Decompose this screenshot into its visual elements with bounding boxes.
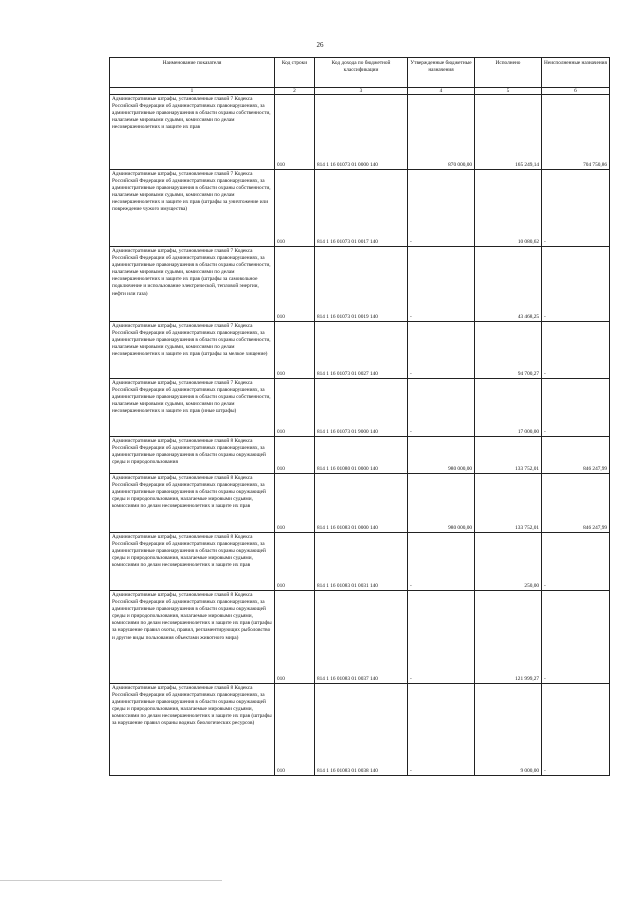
- column-index: 6: [542, 88, 610, 95]
- table-row: [110, 437, 610, 474]
- line-code-cell: 010: [275, 684, 315, 776]
- income-code-cell: 814 1 16 01073 01 0017 140: [315, 170, 408, 247]
- executed-amount-cell: 10 080,62: [475, 170, 542, 247]
- unexecuted-amount-cell: -: [542, 684, 610, 776]
- column-index-row: [110, 88, 610, 95]
- line-code-cell: 010: [275, 247, 315, 322]
- line-code-cell: 010: [275, 95, 315, 170]
- column-index: 4: [408, 88, 475, 95]
- executed-amount-cell: 17 000,00: [475, 379, 542, 437]
- approved-amount-cell: -: [408, 247, 475, 322]
- indicator-name-cell: Административные штрафы, установленные главой 7 Кодекса Российской Федерации об административных правонарушениях, за административные правонарушения в области охраны собственности, налагаемые мировыми судьями, комиссиями по делам несовершеннолетних и защите их прав (штрафы за уничтожение или повреждение чужого имущества): [110, 170, 275, 247]
- page-number: 26: [316, 41, 324, 49]
- column-header-line-code: Код строки: [275, 58, 315, 88]
- approved-amount-cell: 980 000,00: [408, 437, 475, 474]
- approved-amount-cell: 870 000,00: [408, 95, 475, 170]
- income-code-cell: 814 1 16 01083 01 0038 140: [315, 684, 408, 776]
- line-code-cell: 010: [275, 322, 315, 379]
- line-code-cell: 010: [275, 591, 315, 684]
- unexecuted-amount-cell: 846 247,99: [542, 474, 610, 533]
- income-code-cell: 814 1 16 01083 01 0000 140: [315, 474, 408, 533]
- table-row: [110, 533, 610, 591]
- executed-amount-cell: 94 700,27: [475, 322, 542, 379]
- table-row: [110, 591, 610, 684]
- executed-amount-cell: 133 752,01: [475, 474, 542, 533]
- income-code-cell: 814 1 16 01073 01 0019 140: [315, 247, 408, 322]
- indicator-name-cell: Административные штрафы, установленные главой 7 Кодекса Российской Федерации об административных правонарушениях, за административные правонарушения в области охраны собственности, налагаемые мировыми судьями, комиссиями по делам несовершеннолетних и защите их прав (иные штрафы): [110, 379, 275, 437]
- approved-amount-cell: -: [408, 379, 475, 437]
- income-code-cell: 814 1 16 01083 01 0031 140: [315, 533, 408, 591]
- unexecuted-amount-cell: -: [542, 533, 610, 591]
- unexecuted-amount-cell: -: [542, 591, 610, 684]
- executed-amount-cell: 43 468,25: [475, 247, 542, 322]
- indicator-name-cell: Административные штрафы, установленные главой 7 Кодекса Российской Федерации об административных правонарушениях, за административные правонарушения в области охраны собственности, налагаемые мировыми судьями, комиссиями по делам несовершеннолетних и защите их прав: [110, 95, 275, 170]
- line-code-cell: 010: [275, 379, 315, 437]
- table-row: [110, 379, 610, 437]
- table-header-row: [110, 58, 610, 88]
- income-code-cell: 814 1 16 01083 01 0037 140: [315, 591, 408, 684]
- approved-amount-cell: -: [408, 591, 475, 684]
- unexecuted-amount-cell: -: [542, 247, 610, 322]
- unexecuted-amount-cell: 846 247,99: [542, 437, 610, 474]
- column-index: 5: [475, 88, 542, 95]
- executed-amount-cell: 9 000,00: [475, 684, 542, 776]
- column-index: 2: [275, 88, 315, 95]
- indicator-name-cell: Административные штрафы, установленные главой 8 Кодекса Российской Федерации об административных правонарушениях, за административные правонарушения в области охраны окружающей среды и природопользования, налагаемые мировыми судьями, комиссиями по делам несовершеннолетних и защите их прав: [110, 533, 275, 591]
- budget-execution-table: [109, 57, 610, 776]
- indicator-name-cell: Административные штрафы, установленные главой 8 Кодекса Российской Федерации об административных правонарушениях, за административные правонарушения в области охраны окружающей среды и природопользования, налагаемые мировыми судьями, комиссиями по делам несовершеннолетних и защите их прав: [110, 474, 275, 533]
- column-header-name: Наименование показателя: [110, 58, 275, 88]
- column-header-unexecuted: Неисполненные назначения: [542, 58, 610, 88]
- column-header-income-code: Код дохода по бюджетной классификации: [315, 58, 408, 88]
- line-code-cell: 010: [275, 533, 315, 591]
- indicator-name-cell: Административные штрафы, установленные главой 7 Кодекса Российской Федерации об административных правонарушениях, за административные правонарушения в области охраны собственности, налагаемые мировыми судьями, комиссиями по делам несовершеннолетних и защите их прав (штрафы за мелкое хищение): [110, 322, 275, 379]
- table-row: [110, 684, 610, 776]
- column-header-approved: Утвержденные бюджетные назначения: [408, 58, 475, 88]
- line-code-cell: 010: [275, 170, 315, 247]
- indicator-name-cell: Административные штрафы, установленные главой 7 Кодекса Российской Федерации об административных правонарушениях, за административные правонарушения в области охраны собственности, налагаемые мировыми судьями, комиссиями по делам несовершеннолетних и защите их прав (штрафы за самовольное подключение и использование электрической, тепловой энергии, нефти или газа): [110, 247, 275, 322]
- unexecuted-amount-cell: 704 750,86: [542, 95, 610, 170]
- column-index: 1: [110, 88, 275, 95]
- approved-amount-cell: 980 000,00: [408, 474, 475, 533]
- line-code-cell: 010: [275, 474, 315, 533]
- indicator-name-cell: Административные штрафы, установленные главой 8 Кодекса Российской Федерации об административных правонарушениях, за административные правонарушения в области охраны окружающей среды и природопользования: [110, 437, 275, 474]
- table-row: [110, 474, 610, 533]
- income-code-cell: 814 1 16 01073 01 9000 140: [315, 379, 408, 437]
- income-code-cell: 814 1 16 01073 01 0000 140: [315, 95, 408, 170]
- executed-amount-cell: 133 752,01: [475, 437, 542, 474]
- indicator-name-cell: Административные штрафы, установленные главой 8 Кодекса Российской Федерации об административных правонарушениях, за административные правонарушения в области охраны окружающей среды и природопользования, налагаемые мировыми судьями, комиссиями по делам несовершеннолетних и защите их прав (штрафы за нарушение правил охоты, правил, регламентирующих рыболовство и другие виды пользования объектами животного мира): [110, 591, 275, 684]
- unexecuted-amount-cell: -: [542, 170, 610, 247]
- unexecuted-amount-cell: -: [542, 322, 610, 379]
- column-index: 3: [315, 88, 408, 95]
- indicator-name-cell: Административные штрафы, установленные главой 8 Кодекса Российской Федерации об административных правонарушениях, за административные правонарушения в области охраны окружающей среды и природопользования, налагаемые мировыми судьями, комиссиями по делам несовершеннолетних и защите их прав (штрафы за нарушение правил охраны водных биологических ресурсов): [110, 684, 275, 776]
- approved-amount-cell: -: [408, 322, 475, 379]
- table-row: [110, 95, 610, 170]
- executed-amount-cell: 121 999,27: [475, 591, 542, 684]
- executed-amount-cell: 250,00: [475, 533, 542, 591]
- unexecuted-amount-cell: -: [542, 379, 610, 437]
- income-code-cell: 814 1 16 01073 01 0027 140: [315, 322, 408, 379]
- income-code-cell: 814 1 16 01080 01 0000 140: [315, 437, 408, 474]
- approved-amount-cell: -: [408, 684, 475, 776]
- executed-amount-cell: 165 249,14: [475, 95, 542, 170]
- approved-amount-cell: -: [408, 170, 475, 247]
- approved-amount-cell: -: [408, 533, 475, 591]
- footer-divider: [0, 880, 222, 881]
- table-row: [110, 170, 610, 247]
- table-row: [110, 322, 610, 379]
- column-header-executed: Исполнено: [475, 58, 542, 88]
- table-row: [110, 247, 610, 322]
- line-code-cell: 010: [275, 437, 315, 474]
